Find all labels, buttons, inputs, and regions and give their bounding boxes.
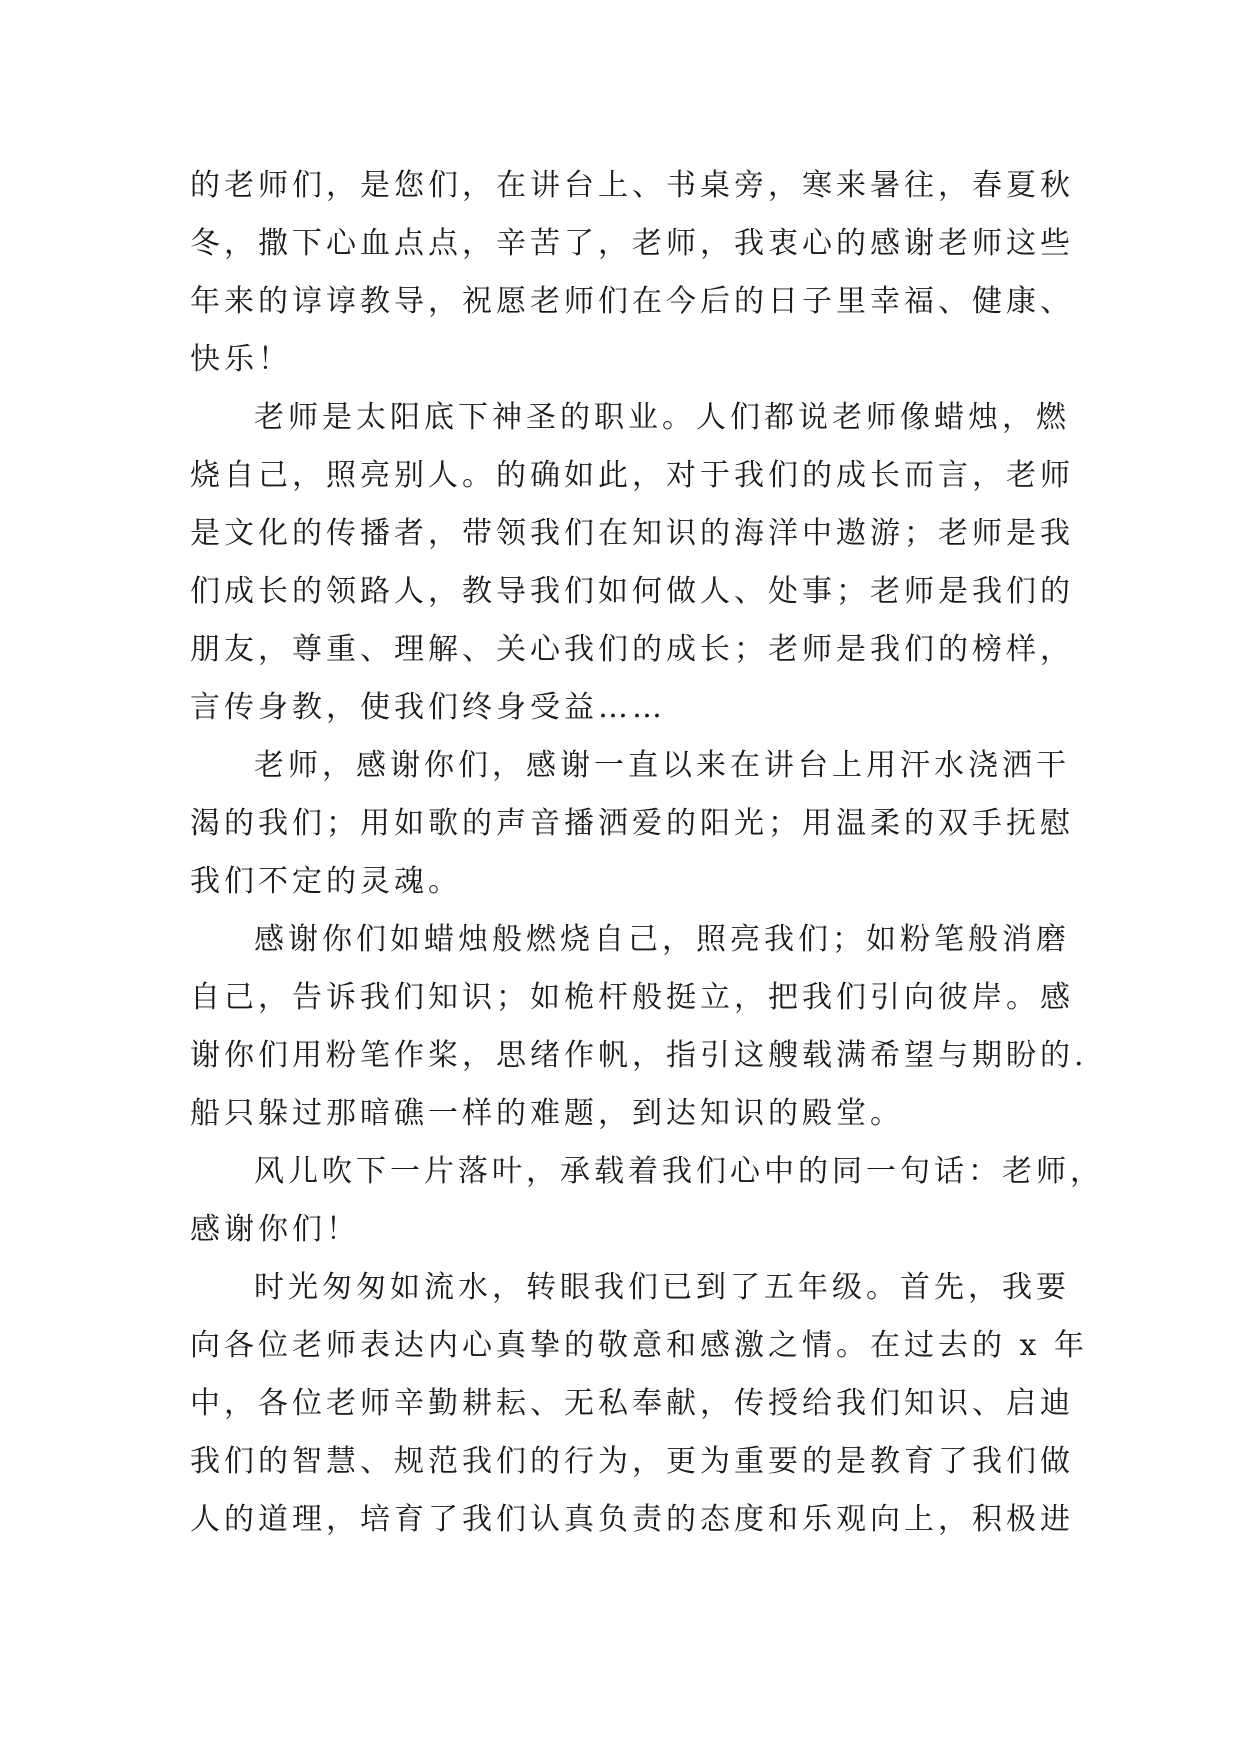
text-line: 朋友，尊重、理解、关心我们的成长；老师是我们的榜样， (190, 632, 1074, 667)
paragraph-4 (190, 911, 1088, 1143)
text-line: 自己，告诉我们知识；如桅杆般挺立，把我们引向彼岸。感 (190, 980, 1074, 1015)
paragraph-1 (190, 157, 1074, 389)
text-line: 年来的谆谆教导，祝愿老师们在今后的日子里幸福、健康、 (190, 284, 1074, 319)
text-line: 人的道理，培育了我们认真负责的态度和乐观向上，积极进 (190, 1502, 1074, 1537)
text-line: 们成长的领路人，教导我们如何做人、处事；老师是我们的 (190, 574, 1074, 609)
text-line: 是文化的传播者，带领我们在知识的海洋中遨游；老师是我 (190, 516, 1074, 551)
text-line: 的老师们，是您们，在讲台上、书桌旁，寒来暑往，春夏秋 (190, 168, 1074, 203)
text-line: 谢你们用粉笔作桨，思绪作帆，指引这艘载满希望与期盼的. (190, 1038, 1088, 1073)
document-body (190, 157, 1104, 1549)
paragraph-5 (190, 1143, 1104, 1259)
text-line: 老师是太阳底下神圣的职业。人们都说老师像蜡烛，燃 (254, 400, 1070, 435)
text-line: 船只躲过那暗礁一样的难题，到达知识的殿堂。 (190, 1096, 904, 1131)
text-line: 烧自己，照亮别人。的确如此，对于我们的成长而言，老师 (190, 458, 1074, 493)
text-line: 风儿吹下一片落叶，承载着我们心中的同一句话：老师， (254, 1154, 1104, 1189)
paragraph-3 (190, 737, 1074, 911)
text-line: 中，各位老师辛勤耕耘、无私奉献，传授给我们知识、启迪 (190, 1386, 1074, 1421)
paragraph-6 (190, 1259, 1088, 1549)
text-line: 冬，撒下心血点点，辛苦了，老师，我衷心的感谢老师这些 (190, 226, 1074, 261)
text-line: 向各位老师表达内心真挚的敬意和感激之情。在过去的 x 年 (190, 1328, 1088, 1363)
text-line: 感谢你们如蜡烛般燃烧自己，照亮我们；如粉笔般消磨 (254, 922, 1070, 957)
text-line: 快乐！ (190, 342, 292, 377)
text-line: 我们的智慧、规范我们的行为，更为重要的是教育了我们做 (190, 1444, 1074, 1479)
text-line: 感谢你们！ (190, 1212, 360, 1247)
text-line: 我们不定的灵魂。 (190, 864, 462, 899)
text-line: 言传身教，使我们终身受益…… (190, 690, 666, 725)
text-line: 时光匆匆如流水，转眼我们已到了五年级。首先，我要 (254, 1270, 1070, 1305)
text-line: 渴的我们；用如歌的声音播洒爱的阳光；用温柔的双手抚慰 (190, 806, 1074, 841)
paragraph-2 (190, 389, 1074, 737)
text-line: 老师，感谢你们，感谢一直以来在讲台上用汗水浇洒干 (254, 748, 1070, 783)
